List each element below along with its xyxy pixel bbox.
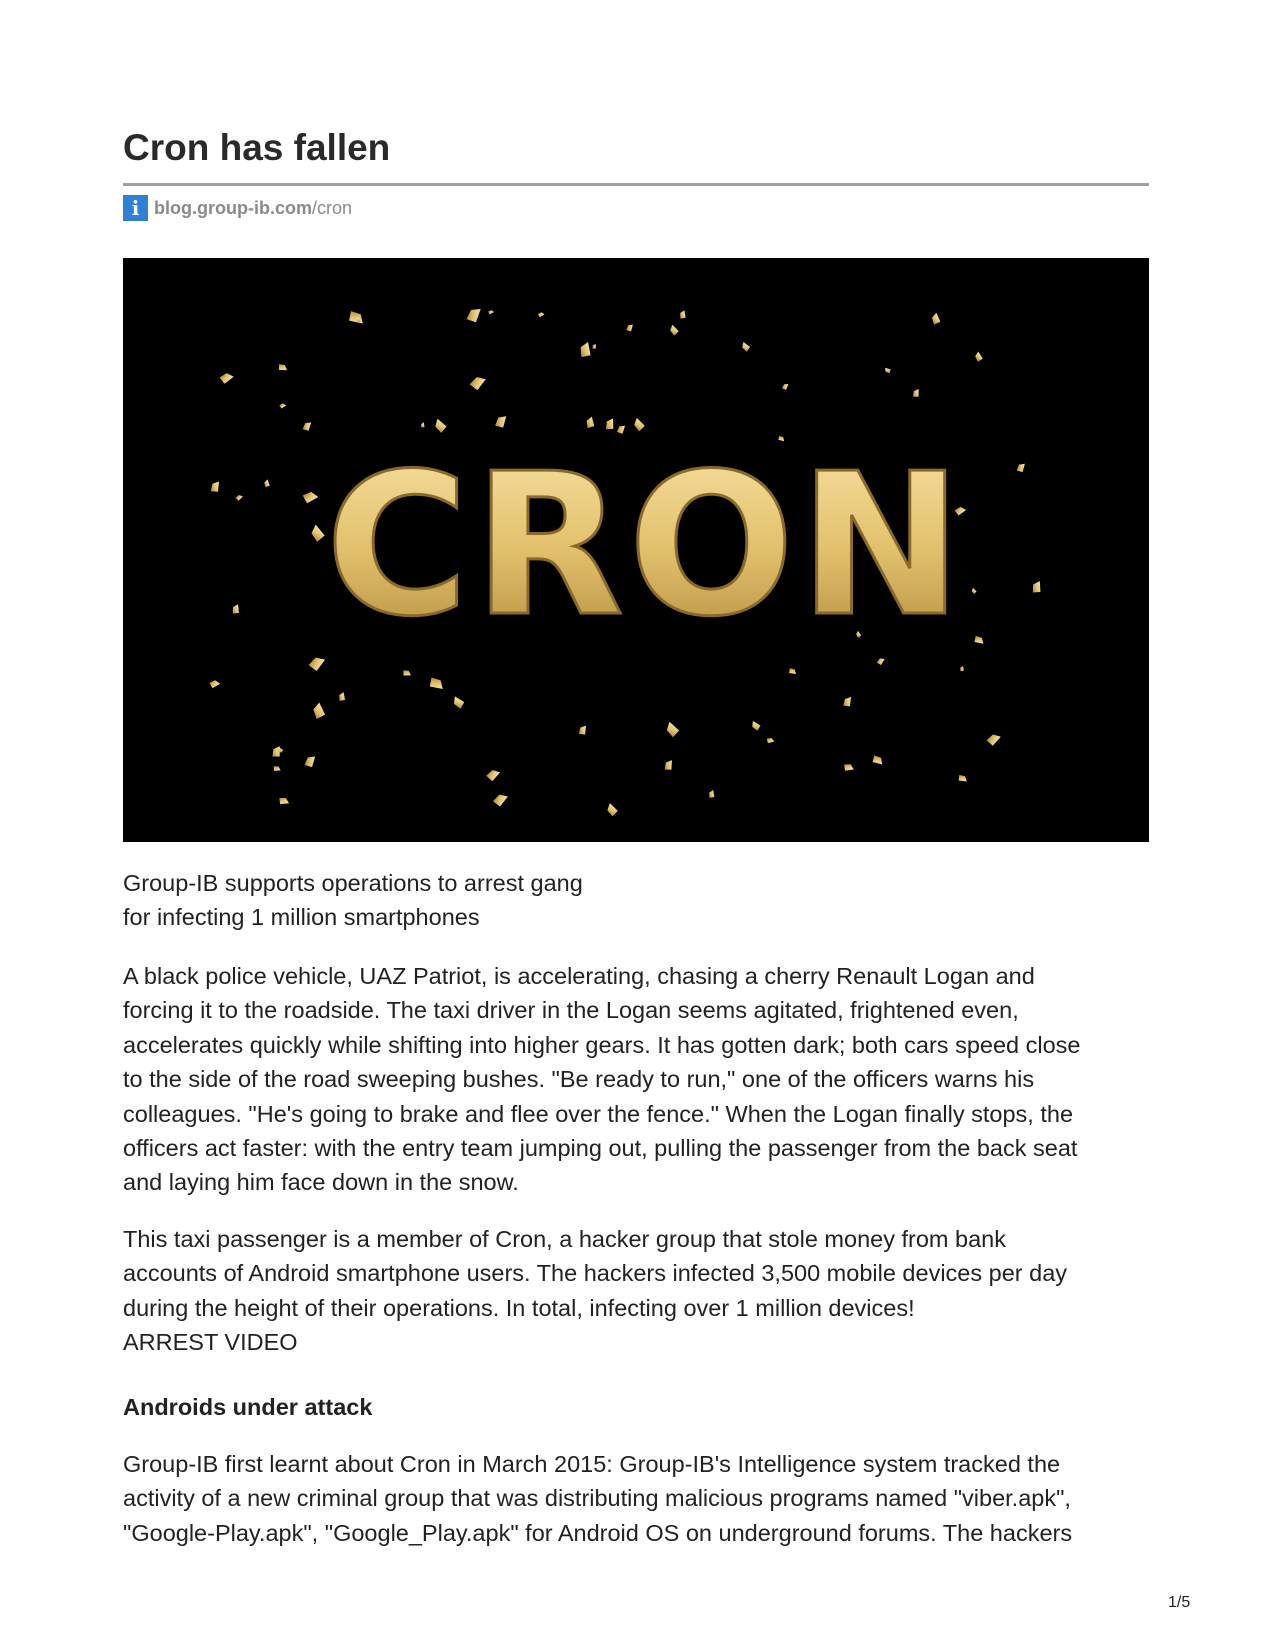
- arrest-video-link[interactable]: ARREST VIDEO: [123, 1329, 298, 1356]
- hero-letters: CRON: [325, 432, 967, 660]
- paragraph-line: forcing it to the roadside. The taxi driver in the Logan seems agitated, frightened even,: [123, 997, 1019, 1024]
- lead-line: for infecting 1 million smartphones: [123, 904, 480, 931]
- paragraph-line: officers act faster: with the entry team jumping out, pulling the passenger from the back seat: [123, 1135, 1078, 1162]
- shattered-gold-letters-image: [123, 258, 1149, 842]
- paragraph-line: activity of a new criminal group that was distributing malicious programs named "viber.apk",: [123, 1485, 1071, 1512]
- source-path: /cron: [311, 197, 353, 218]
- hero-image: [123, 258, 1149, 842]
- source-link[interactable]: [123, 195, 352, 221]
- paragraph-3: [123, 1447, 1149, 1550]
- info-icon: i: [123, 195, 148, 221]
- lead-text: [123, 866, 1149, 935]
- page-number: 1/5: [1168, 1594, 1191, 1611]
- lead-line: Group-IB supports operations to arrest gang: [123, 870, 583, 896]
- paragraph-line: and laying him face down in the snow.: [123, 1169, 519, 1196]
- paragraph-line: Group-IB first learnt about Cron in March 2015: Group-IB's Intelligence system tracked the: [123, 1451, 1061, 1477]
- paragraph-1: [123, 959, 1149, 1200]
- title-divider: [123, 183, 1149, 186]
- paragraph-line: colleagues. "He's going to brake and flee over the fence." When the Logan finally stops, the: [123, 1100, 1074, 1127]
- paragraph-line: This taxi passenger is a member of Cron, a hacker group that stole money from bank: [123, 1226, 1006, 1252]
- section-heading: Androids under attack: [123, 1394, 373, 1420]
- paragraph-line: to the side of the road sweeping bushes. "Be ready to run," one of the officers warns his: [123, 1066, 1035, 1093]
- paragraph-line: A black police vehicle, UAZ Patriot, is accelerating, chasing a cherry Renault Logan and: [123, 963, 1035, 989]
- paragraph-line: during the height of their operations. In total, infecting over 1 million devices!: [123, 1294, 915, 1321]
- paragraph-line: accounts of Android smartphone users. The hackers infected 3,500 mobile devices per day: [123, 1260, 1068, 1287]
- paragraph-line: accelerates quickly while shifting into higher gears. It has gotten dark; both cars speed close: [123, 1031, 1081, 1058]
- paragraph-line: "Google-Play.apk", "Google_Play.apk" for Android OS on underground forums. The hackers: [123, 1519, 1073, 1546]
- paragraph-2: [123, 1222, 1149, 1360]
- source-domain: blog.group-ib.com: [154, 197, 312, 218]
- page-title: Cron has fallen: [123, 127, 391, 168]
